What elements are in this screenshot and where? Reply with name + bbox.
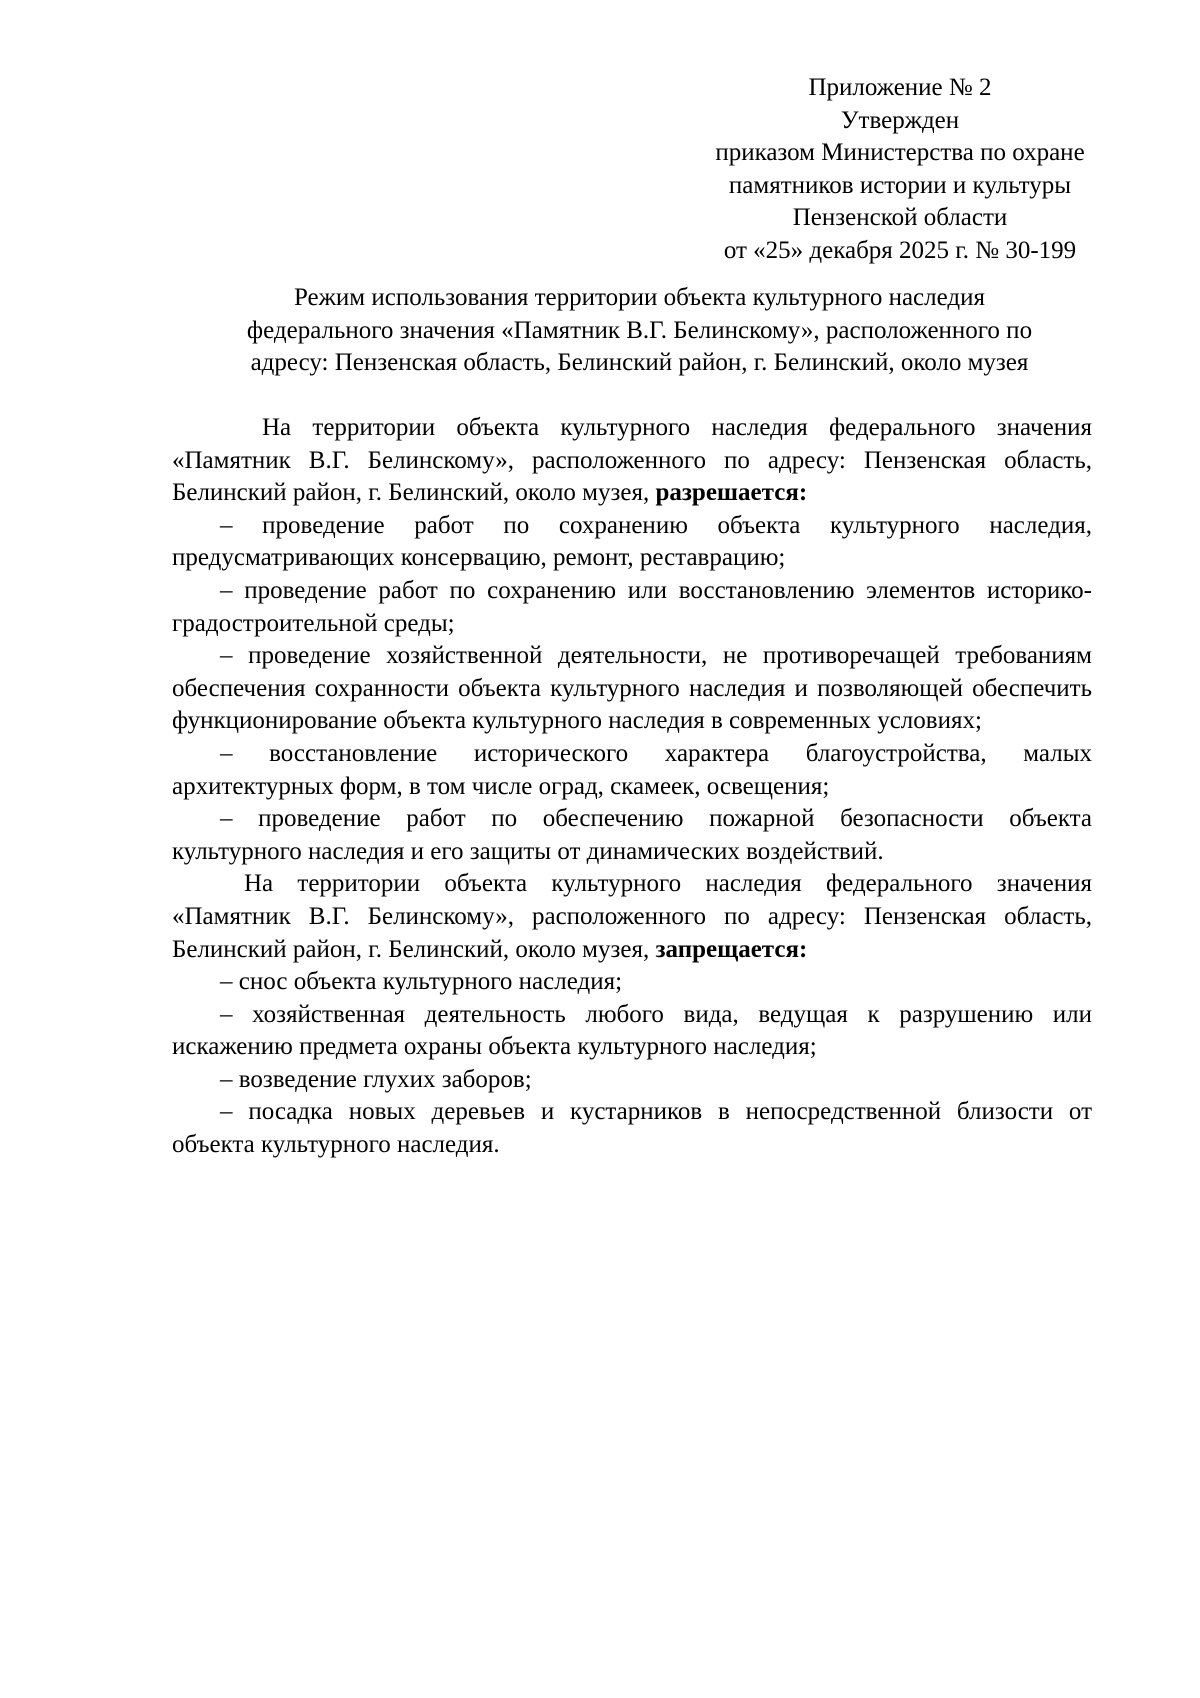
forbidden-intro-paragraph [172,868,1092,966]
approval-block [690,72,1110,268]
forbidden-item: – посадка новых деревьев и кустарников в непосредственной близости от объекта культурного наследия. [172,1098,1092,1159]
document-title [172,282,1107,380]
approval-line: памятников истории и культуры [728,171,1072,199]
approved-label: Утвержден [840,106,960,134]
allowed-intro-text: На территории объекта культурного наследия федерального значения «Памятник В.Г. Белинскому», расположенного по адресу: Пензенская область, Белинский район, г. Белинский, около музея, [172,414,1092,507]
forbidden-item: – снос объекта культурного наследия; [220,968,623,996]
title-line: адресу: Пензенская область, Белинский район, г. Белинский, около музея [250,349,1029,377]
allowed-keyword: разрешается: [655,479,808,507]
forbidden-item: – возведение глухих заборов; [220,1065,532,1093]
allowed-item: – проведение хозяйственной деятельности, не противоречащей требованиям обеспечения сохранности объекта культурного наследия и позволяющей обеспечить функционирование объекта культурного наследия в современных условиях; [172,642,1092,735]
approval-date-number: от «25» декабря 2025 г. № 30-199 [723,236,1077,264]
title-line: Режим использования территории объекта культурного наследия [293,284,985,311]
title-line: федерального значения «Памятник В.Г. Белинскому», расположенного по [246,316,1033,344]
allowed-intro-paragraph [172,412,1092,510]
forbidden-item: – хозяйственная деятельность любого вида, ведущая к разрушению или искажению предмета охраны объекта культурного наследия; [172,1000,1092,1061]
allowed-item: – проведение работ по сохранению объекта культурного наследия, предусматривающих консервацию, ремонт, реставрацию; [172,511,1092,572]
forbidden-keyword: запрещается: [655,935,808,963]
appendix-number: Приложение № 2 [808,74,992,101]
approval-line: Пензенской области [792,204,1008,232]
allowed-item: – проведение работ по сохранению или восстановлению элементов историко-градостроительной среды; [172,576,1092,637]
allowed-item: – восстановление исторического характера благоустройства, малых архитектурных форм, в том числе оград, скамеек, освещения; [172,739,1092,800]
allowed-item: – проведение работ по обеспечению пожарной безопасности объекта культурного наследия и его защиты от динамических воздействий. [172,805,1092,865]
approval-line: приказом Министерства по охране [715,139,1085,167]
document-body [172,412,1092,1162]
forbidden-intro-text: На территории объекта культурного наследия федерального значения «Памятник В.Г. Белинскому», расположенного по адресу: Пензенская область, Белинский район, г. Белинский, около музея, [172,870,1092,963]
